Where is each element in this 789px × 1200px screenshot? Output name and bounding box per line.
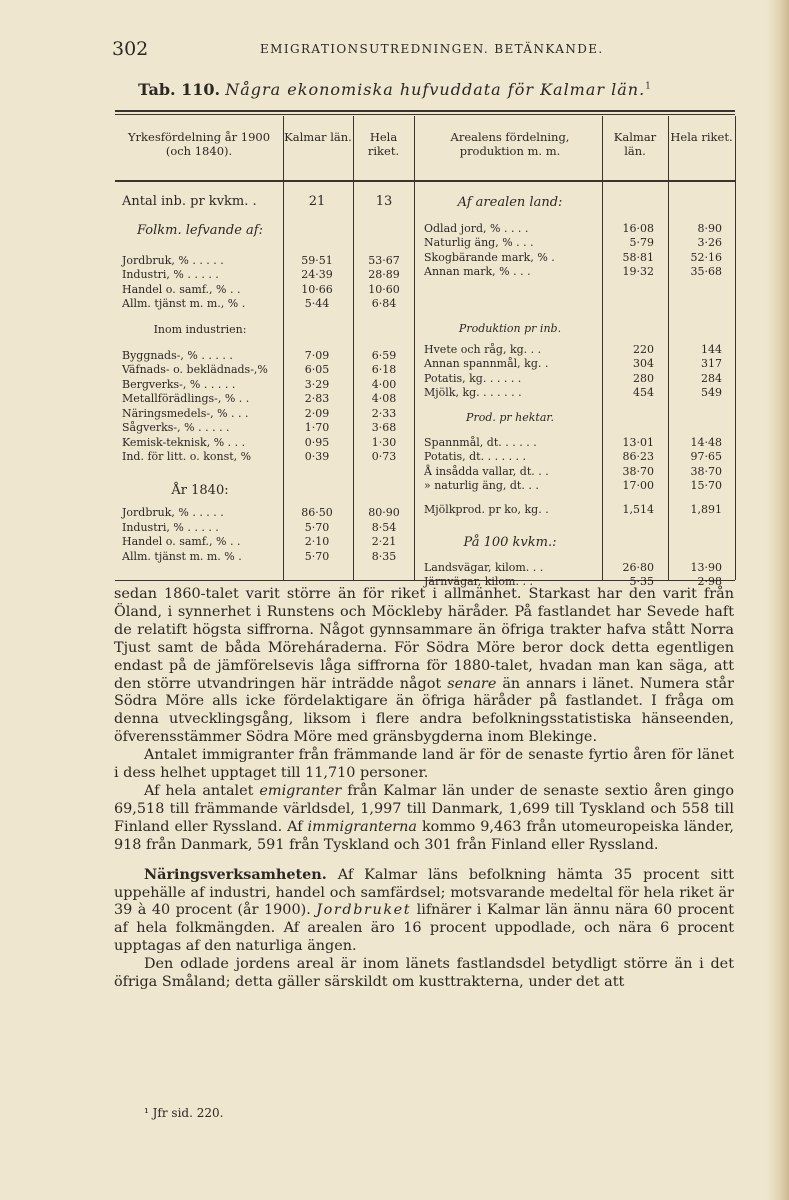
table-header-rule <box>115 180 735 182</box>
page-edge-shadow <box>767 0 789 1200</box>
right-row-kalmar: 17·00 <box>622 479 654 492</box>
left-row-label: Kemisk-teknisk, % . . . <box>122 436 246 449</box>
page-number: 302 <box>112 38 149 60</box>
right-row-label: » naturlig äng, dt. . . <box>424 479 539 492</box>
right-row-label: Järnvägar, kilom. . . <box>424 575 533 588</box>
table-top-rule <box>115 110 735 112</box>
right-row-label: På 100 kvkm.: <box>463 535 557 550</box>
right-row-kalmar: 19·32 <box>622 265 654 278</box>
left-row-label: Väfnads- o. beklädnads-,% <box>122 363 268 376</box>
right-row-riket: 1,891 <box>690 503 722 516</box>
right-row-label: Potatis, kg. . . . . . <box>424 372 522 385</box>
footnote: ¹ Jfr sid. 220. <box>144 1106 224 1120</box>
right-row-kalmar: 5·35 <box>629 575 654 588</box>
left-row-label: Inom industrien: <box>153 323 247 336</box>
left-row-label: Handel o. samf., % . . <box>122 535 241 548</box>
right-row-kalmar: 38·70 <box>622 465 654 478</box>
left-row-kalmar: 59·51 <box>301 254 333 267</box>
left-row-label: Jordbruk, % . . . . . <box>122 506 224 519</box>
left-row-riket: 4·08 <box>371 392 397 405</box>
left-row-riket: 1·30 <box>371 436 397 449</box>
left-row-riket: 2·33 <box>371 407 397 420</box>
right-row-label: Hvete och råg, kg. . . <box>424 343 542 356</box>
left-row-kalmar: 6·05 <box>304 363 330 376</box>
left-row-kalmar: 0·39 <box>304 450 330 463</box>
left-row-label: Sågverks-, % . . . . . <box>122 421 230 434</box>
paragraph-5: Den odlade jordens areal är inom länets fastlandsdel betydligt större än i det öfriga Småland; detta gäller särskildt om kusttrakterna, under det att <box>114 956 734 991</box>
right-row-label: Landsvägar, kilom. . . <box>424 561 544 574</box>
left-row-label: Industri, % . . . . . <box>122 521 219 534</box>
left-row-riket: 0·73 <box>371 450 397 463</box>
right-row-kalmar: 304 <box>633 357 654 370</box>
right-row-kalmar: 280 <box>633 372 654 385</box>
left-row-kalmar: 0·95 <box>304 436 330 449</box>
right-row-kalmar: 13·01 <box>622 436 654 449</box>
right-row-riket: 13·90 <box>690 561 722 574</box>
left-row-label: Antal inb. pr kvkm. . <box>122 194 257 209</box>
left-row-label: År 1840: <box>171 483 229 498</box>
right-row-label: Af arealen land: <box>457 195 563 210</box>
right-header-0: Arealens fördelning, produktion m. m. <box>450 130 570 158</box>
left-row-riket: 13 <box>375 194 393 209</box>
right-row-label: Odlad jord, % . . . . <box>424 222 529 235</box>
left-row-riket: 8·54 <box>371 521 397 534</box>
paragraph-1: sedan 1860-talet varit större än för riket i allmänhet. Starkast har den varit från Öland, i synnerhet i Runstens och Möckleby häråder. På fastlandet har Sevede haft de relatift högsta siffrorna. Något gynnsammare än öfriga trakter hafva stått Norra Tjust samt de båda Möreháraderna. För Södra Möre beror dock detta egentligen endast på de jämförelsevis låga siffrorna för 1880-talet, hvadan man kan säga, att den större utvandringen här inträdde något senare än annars i länet. Numera står Södra Möre alls icke fördelaktigare än öfriga häråder på fastlandet. I fråga om denna utvecklingsgång, liksom i flere andra befolkningsstatistiska hänseenden, öfverensstämmer Södra Möre med gränsbygderna inom Blekinge. <box>114 586 734 746</box>
right-row-riket: 144 <box>701 343 722 356</box>
right-row-label: Naturlig äng, % . . . <box>424 236 534 249</box>
paragraph-3: Af hela antalet emigranter från Kalmar län under de senaste sextio åren gingo 69,518 till främmande världsdel, 1,997 till Danmark, 1,699 till Tyskland och 558 till Finland eller Ryssland. Af immigranterna kommo 9,463 från utomeuropeiska länder, 918 från Danmark, 591 från Tyskland och 301 från Finland eller Ryssland. <box>114 782 735 853</box>
right-header-1: Kalmar län. <box>613 130 657 158</box>
left-row-riket: 4·00 <box>371 378 397 391</box>
right-row-kalmar: 1,514 <box>622 503 654 516</box>
left-row-riket: 28·89 <box>368 268 400 281</box>
right-row-label: Mjölk, kg. . . . . . . <box>424 386 522 399</box>
left-row-label: Byggnads-, % . . . . . <box>122 349 233 362</box>
right-row-label: Spannmål, dt. . . . . . <box>424 436 537 449</box>
right-row-riket: 3·26 <box>697 236 722 249</box>
table-label: Tab. 110. <box>138 80 221 99</box>
left-row-kalmar: 86·50 <box>301 506 333 519</box>
right-row-label: Annan mark, % . . . <box>424 265 531 278</box>
left-row-label: Handel o. samf., % . . <box>122 283 241 296</box>
running-head: EMIGRATIONSUTREDNINGEN. BETÄNKANDE. <box>260 42 604 56</box>
table-title <box>0 80 789 99</box>
left-row-riket: 2·21 <box>371 535 397 548</box>
right-row-kalmar: 16·08 <box>622 222 654 235</box>
left-row-label: Bergverks-, % . . . . . <box>122 378 236 391</box>
right-row-kalmar: 26·80 <box>622 561 654 574</box>
left-row-riket: 53·67 <box>368 254 400 267</box>
left-row-riket: 3·68 <box>371 421 397 434</box>
right-row-riket: 317 <box>701 357 722 370</box>
table-column-line <box>414 116 415 580</box>
right-row-label: Potatis, dt. . . . . . . <box>424 450 527 463</box>
left-header-2: Hela riket. <box>367 130 400 158</box>
table-column-line <box>353 116 354 580</box>
left-row-label: Allm. tjänst m. m., % . <box>122 297 246 310</box>
left-row-kalmar: 3·29 <box>304 378 330 391</box>
right-row-riket: 2·98 <box>697 575 722 588</box>
table-title-text: Några ekonomiska hufvuddata för Kalmar län. <box>225 80 646 99</box>
left-row-label: Metallförädlings-, % . . <box>122 392 250 405</box>
left-row-riket: 6·84 <box>371 297 397 310</box>
left-row-kalmar: 5·44 <box>304 297 330 310</box>
left-row-kalmar: 2·83 <box>304 392 330 405</box>
body-text <box>114 586 734 992</box>
right-row-label: Skogbärande mark, % . <box>424 251 555 264</box>
right-row-riket: 38·70 <box>690 465 722 478</box>
right-row-kalmar: 5·79 <box>629 236 654 249</box>
right-row-label: Produktion pr inb. <box>458 322 562 335</box>
footnote-mark: 1 <box>645 81 651 92</box>
left-row-label: Industri, % . . . . . <box>122 268 219 281</box>
left-row-riket: 8·35 <box>371 550 397 563</box>
table-column-line <box>668 116 669 580</box>
table-column-line <box>283 116 284 580</box>
left-header-1: Kalmar län. <box>284 130 352 144</box>
right-row-riket: 15·70 <box>690 479 722 492</box>
right-row-riket: 284 <box>701 372 722 385</box>
left-row-kalmar: 2·09 <box>304 407 330 420</box>
right-row-kalmar: 220 <box>633 343 654 356</box>
left-header-0: Yrkesfördelning år 1900 (och 1840). <box>127 130 271 158</box>
right-row-label: Prod. pr hektar. <box>466 411 554 424</box>
right-row-label: Mjölkprod. pr ko, kg. . <box>424 503 549 516</box>
table-column-line <box>602 116 603 580</box>
left-row-riket: 6·18 <box>371 363 397 376</box>
left-row-kalmar: 21 <box>308 194 326 209</box>
left-row-label: Allm. tjänst m. m. % . <box>122 550 242 563</box>
paragraph-2: Antalet immigranter från främmande land är för de senaste fyrtio åren för länet i dess helhet upptaget till 11,710 personer. <box>114 747 734 782</box>
paragraph-4: Näringsverksamheten. Af Kalmar läns befolkning hämta 35 procent sitt uppehälle af industri, handel och samfärdsel; motsvarande medeltal för hela riket är 39 à 40 procent (år 1900). Jordbruket lifnärer i Kalmar län ännu nära 60 procent af hela folkmängden. Af arealen äro 16 procent uppodlade, och nära 6 procent upptagas af den naturliga ängen. <box>114 865 735 955</box>
table-top-rule-2 <box>115 114 735 115</box>
left-row-kalmar: 2·10 <box>304 535 330 548</box>
right-row-riket: 52·16 <box>690 251 722 264</box>
left-row-kalmar: 5·70 <box>304 521 330 534</box>
left-row-kalmar: 10·66 <box>301 283 333 296</box>
left-row-label: Ind. för litt. o. konst, % <box>122 450 252 463</box>
left-row-kalmar: 1·70 <box>304 421 330 434</box>
page-header <box>112 38 742 62</box>
table-column-line <box>735 116 736 580</box>
left-row-label: Folkm. lefvande af: <box>137 223 263 238</box>
left-row-riket: 6·59 <box>371 349 397 362</box>
left-row-label: Näringsmedels-, % . . . <box>122 407 249 420</box>
right-row-riket: 8·90 <box>697 222 722 235</box>
right-row-riket: 14·48 <box>690 436 722 449</box>
right-row-label: Annan spannmål, kg. . <box>424 357 549 370</box>
left-row-riket: 80·90 <box>368 506 400 519</box>
right-row-kalmar: 58·81 <box>622 251 654 264</box>
right-row-kalmar: 86·23 <box>622 450 654 463</box>
right-row-label: Å insådda vallar, dt. . . <box>424 465 549 478</box>
right-row-kalmar: 454 <box>633 386 654 399</box>
left-row-label: Jordbruk, % . . . . . <box>122 254 224 267</box>
left-row-kalmar: 7·09 <box>304 349 330 362</box>
left-row-riket: 10·60 <box>368 283 400 296</box>
left-row-kalmar: 5·70 <box>304 550 330 563</box>
right-row-riket: 35·68 <box>690 265 722 278</box>
right-row-riket: 97·65 <box>690 450 722 463</box>
right-header-2: Hela riket. <box>670 130 733 144</box>
right-row-riket: 549 <box>701 386 722 399</box>
left-row-kalmar: 24·39 <box>301 268 333 281</box>
